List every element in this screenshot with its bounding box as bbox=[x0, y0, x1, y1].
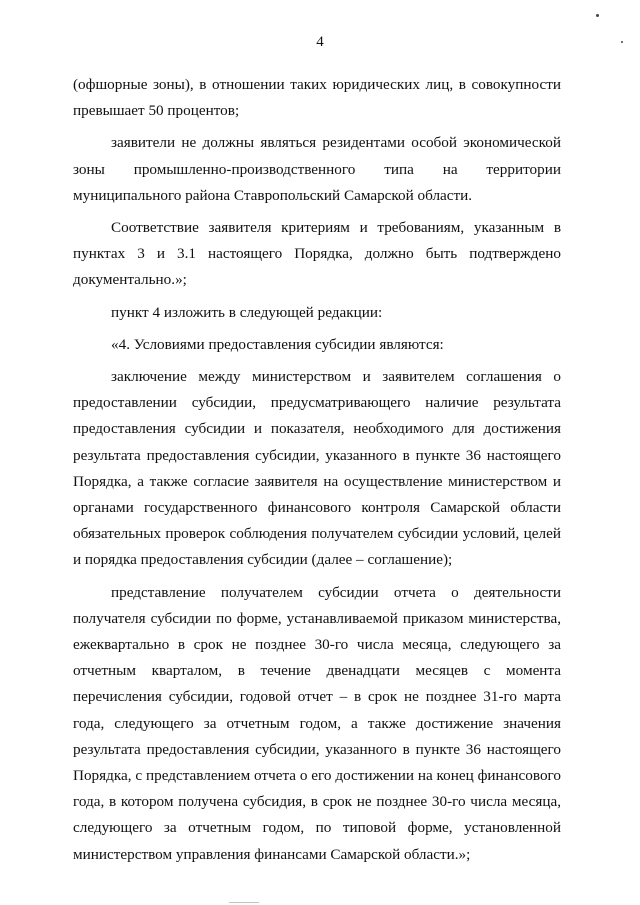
paragraph-residents: заявители не должны являться резидентами особой экономической зоны промышленно-производственного типа на территории муниципального района Ставропольский Самарской области. bbox=[73, 134, 561, 204]
paragraph-agreement: заключение между министерством и заявителем соглашения о предоставлении субсидии, предусматривающего наличие результата предоставления субсидии и показателя, необходимого для достижения результата предоставления субсидии, указанного в пункте 36 настоящего Порядка, а также согласие заявителя на осуществление министерством и органами государственного финансового контроля Самарской области обязательных проверок соблюдения получателем субсидии условий, целей и порядка предоставления субсидии (далее – соглашение); bbox=[73, 368, 561, 569]
paragraph-reporting: представление получателем субсидии отчета о деятельности получателя субсидии по форме, устанавливаемой приказом министерства, ежеквартально в срок не позднее 30-го числа месяца, следующего за отчетным кварталом, в течение двенадцати месяцев с момента перечисления субсидии, годовой отчет – в срок не позднее 31-го марта года, следующего за отчетным годом, а также достижение значения результата предоставления субсидии, указанного в пункте 36 настоящего Порядка, с представлением отчета о его достижении на конец финансового года, в котором получена субсидия, в срок не позднее 30-го числа месяца, следующего за отчетным годом, по типовой форме, установленной министерством управления финансами Самарской области.»; bbox=[73, 583, 561, 863]
scan-edge-line bbox=[229, 902, 259, 903]
paragraph-amendment-intro: пункт 4 изложить в следующей редакции: bbox=[111, 303, 383, 321]
paragraph-conditions-heading: «4. Условиями предоставления субсидии являются: bbox=[111, 335, 444, 353]
scan-speck bbox=[596, 14, 599, 17]
paragraph-compliance: Соответствие заявителя критериям и требованиям, указанным в пунктах 3 и 3.1 настоящего Порядка, должно быть подтверждено документально.»; bbox=[73, 219, 561, 289]
page-number: 4 bbox=[316, 34, 324, 50]
paragraph-offshore: (офшорные зоны), в отношении таких юридических лиц, в совокупности превышает 50 процентов; bbox=[73, 76, 561, 120]
document-body bbox=[73, 72, 561, 868]
